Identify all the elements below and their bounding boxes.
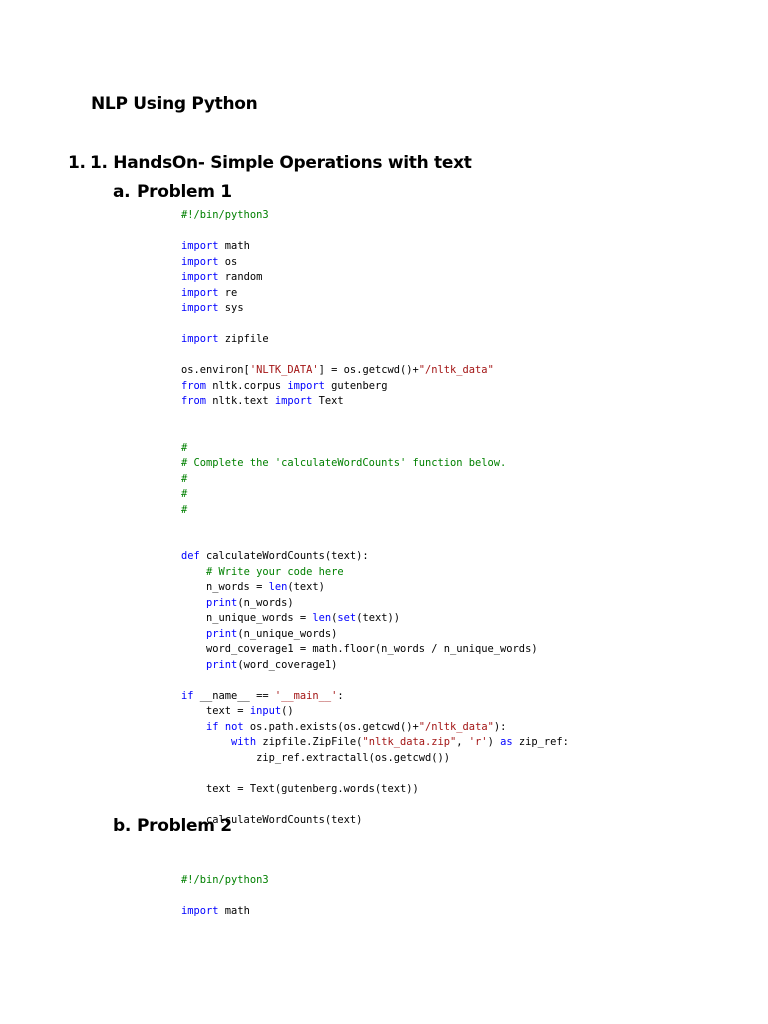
problem-2-heading <box>113 816 232 836</box>
section-number: 1. <box>68 153 86 173</box>
code-block-problem-1: #!/bin/python3 import math import os import random import re import sys import zipfile os.environ['NLTK_DATA'] = os.getcwd()+"/nltk_data" from nltk.corpus import gutenberg from nltk.text import Text # # Complete the 'calculateWordCounts' function below. # # # def calculateWordCounts(text): # Write your code here n_words = len(text) print(n_words) n_unique_words = len(set(text)) print(n_unique_words) word_coverage1 = math.floor(n_words / n_unique_words) print(word_coverage1) if __name__ == '__main__': text = input() if not os.path.exists(os.getcwd()+"/nltk_data"): with zipfile.ZipFile("nltk_data.zip", 'r') as zip_ref: zip_ref.extractall(os.getcwd()) text = Text(gutenberg.words(text)) calculateWordCounts(text) <box>181 209 569 826</box>
code-block-problem-2: #!/bin/python3 import math <box>181 874 269 917</box>
section-label: 1. HandsOn- Simple Operations with text <box>90 153 472 173</box>
problem-2-label: Problem 2 <box>137 816 232 836</box>
problem-1-heading <box>113 182 232 202</box>
document-title: NLP Using Python <box>91 94 258 114</box>
section-heading <box>68 153 472 173</box>
problem-1-letter: a. <box>113 182 131 202</box>
problem-1-label: Problem 1 <box>137 182 232 202</box>
problem-2-letter: b. <box>113 816 132 836</box>
